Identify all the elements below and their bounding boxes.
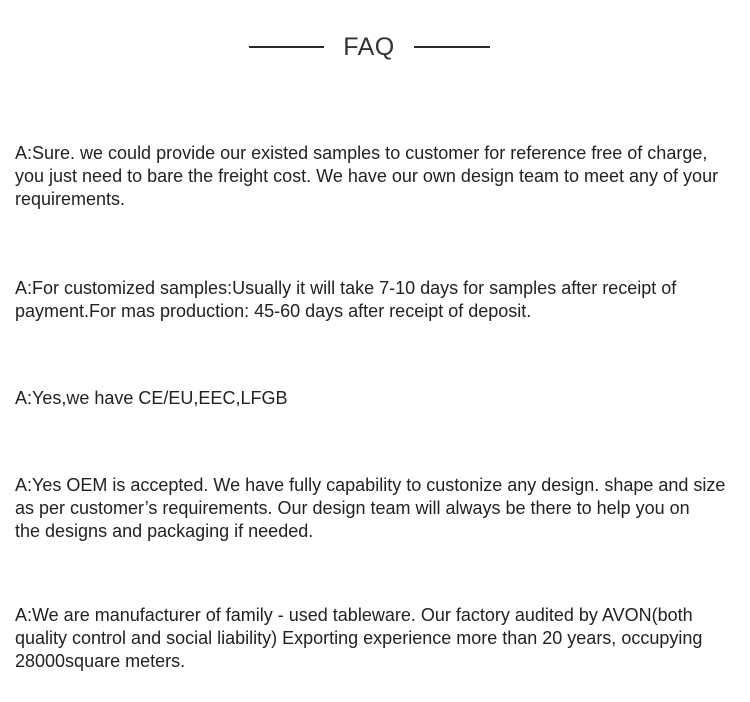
question-text-2: Q2:What is your delivery time? xyxy=(20,242,266,262)
question-text-5: Q5:Manufacturer or Trade Company? xyxy=(20,570,320,590)
answer-text-2: A:For customized samples:Usually it will take 7-10 days for samples after receipt of payment.For mas production: 45-60 days after receipt of deposit. xyxy=(15,278,677,321)
header-divider-left xyxy=(249,46,324,48)
question-banner-5 xyxy=(0,564,348,597)
question-banner-1 xyxy=(0,100,323,133)
question-banner-2 xyxy=(0,236,297,269)
question-text-3: Q3:Do you have certifications for the productions? xyxy=(20,352,420,372)
faq-header xyxy=(0,30,750,64)
question-banner-4 xyxy=(0,433,322,466)
page-title: FAQ xyxy=(343,33,395,61)
question-banner-3 xyxy=(0,346,456,379)
answer-text-3: A:Yes,we have CE/EU,EEC,LFGB xyxy=(15,388,288,408)
answer-text-4: A:Yes OEM is accepted. We have fully capability to custonize any design. shape and size as per customer’s requirements. Our design team will always be there to help you on the designs and packaging if needed. xyxy=(15,475,726,541)
answer-text-5: A:We are manufacturer of family - used tableware. Our factory audited by AVON(both quality control and social liability) Exporting experience more than 20 years, occupying 28000square meters. xyxy=(15,605,703,671)
answer-text-1: A:Sure. we could provide our existed samples to customer for reference free of charge, you just need to bare the freight cost. We have our own design team to meet any of your requirements. xyxy=(15,143,719,209)
question-text-4: Q4:Can you accept OEN and ODM? xyxy=(20,439,311,459)
question-text-1: Q1:Can I get a sample? xyxy=(20,106,211,126)
header-divider-right xyxy=(414,46,490,48)
